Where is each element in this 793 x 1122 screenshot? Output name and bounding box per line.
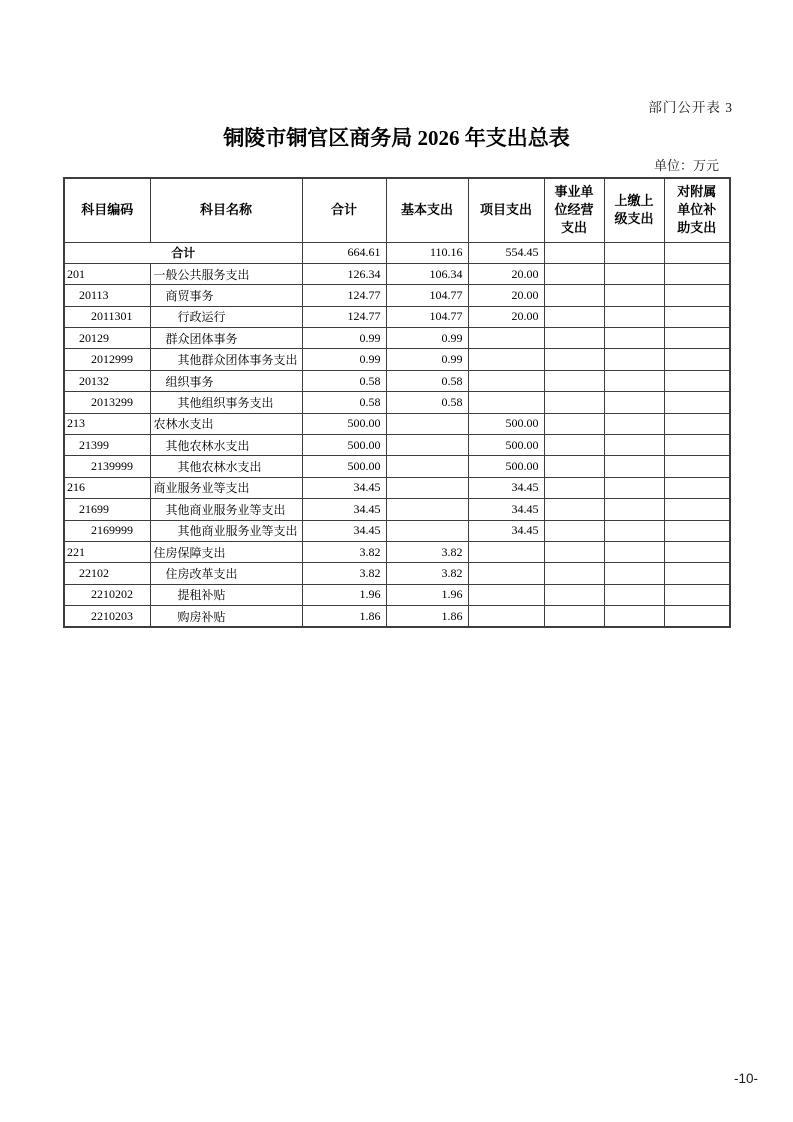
cell-total: 0.58 xyxy=(302,370,386,391)
cell-basic-expenditure xyxy=(386,456,468,477)
cell-business-operating-expenditure xyxy=(544,520,604,541)
cell-project-expenditure: 500.00 xyxy=(468,456,544,477)
cell-affiliate-subsidy xyxy=(664,349,730,370)
cell-basic-expenditure xyxy=(386,499,468,520)
cell-subject-name: 其他农林水支出 xyxy=(150,456,302,477)
cell-basic-expenditure: 1.86 xyxy=(386,606,468,627)
cell-total: 124.77 xyxy=(302,306,386,327)
cell-basic-expenditure: 104.77 xyxy=(386,306,468,327)
cell-affiliate-subsidy xyxy=(664,392,730,413)
cell-affiliate-subsidy xyxy=(664,263,730,284)
cell-basic-expenditure: 3.82 xyxy=(386,563,468,584)
cell-business-operating-expenditure xyxy=(544,285,604,306)
cell-affiliate-subsidy xyxy=(664,499,730,520)
cell-upper-level-payment xyxy=(604,306,664,327)
cell-total: 3.82 xyxy=(302,563,386,584)
table-row xyxy=(64,499,730,520)
cell-business-operating-expenditure xyxy=(544,370,604,391)
cell-subject-code: 2139999 xyxy=(64,456,150,477)
cell-affiliate-subsidy xyxy=(664,520,730,541)
cell-subject-name: 一般公共服务支出 xyxy=(150,263,302,284)
table-body xyxy=(64,242,730,627)
cell-subject-name: 农林水支出 xyxy=(150,413,302,434)
cell-subject-code: 20132 xyxy=(64,370,150,391)
cell-subject-code: 2210203 xyxy=(64,606,150,627)
cell-total: 34.45 xyxy=(302,499,386,520)
cell-affiliate-subsidy xyxy=(664,541,730,562)
cell-affiliate-subsidy xyxy=(664,563,730,584)
cell-subject-name: 群众团体事务 xyxy=(150,328,302,349)
cell-total: 0.58 xyxy=(302,392,386,413)
cell-business-operating-expenditure xyxy=(544,263,604,284)
cell-project-expenditure: 34.45 xyxy=(468,520,544,541)
column-header-basic-expenditure: 基本支出 xyxy=(386,178,468,242)
cell-subject-name: 其他商业服务业等支出 xyxy=(150,499,302,520)
column-header-upper-level-payment: 上缴上级支出 xyxy=(604,178,664,242)
cell-basic-expenditure xyxy=(386,435,468,456)
cell-subject-name: 商业服务业等支出 xyxy=(150,477,302,498)
cell-affiliate-subsidy xyxy=(664,285,730,306)
table-row xyxy=(64,285,730,306)
cell-total: 500.00 xyxy=(302,456,386,477)
cell-subject-code: 2013299 xyxy=(64,392,150,413)
cell-business-operating-expenditure xyxy=(544,328,604,349)
cell-upper-level-payment xyxy=(604,584,664,605)
cell-business-operating-expenditure xyxy=(544,413,604,434)
cell-upper-level-payment xyxy=(604,328,664,349)
cell-upper-level-payment xyxy=(604,285,664,306)
cell-basic-expenditure: 3.82 xyxy=(386,541,468,562)
cell-upper-level-payment xyxy=(604,370,664,391)
cell-total: 500.00 xyxy=(302,413,386,434)
cell-project-expenditure: 34.45 xyxy=(468,499,544,520)
cell-basic-expenditure xyxy=(386,477,468,498)
cell-total: 0.99 xyxy=(302,328,386,349)
cell-affiliate-subsidy xyxy=(664,584,730,605)
table-row xyxy=(64,584,730,605)
cell-business-operating-expenditure xyxy=(544,541,604,562)
cell-basic-expenditure: 1.96 xyxy=(386,584,468,605)
column-header-business-operating-expenditure: 事业单位经营支出 xyxy=(544,178,604,242)
cell-project-expenditure xyxy=(468,563,544,584)
cell-subject-code: 2169999 xyxy=(64,520,150,541)
cell-affiliate-subsidy xyxy=(664,477,730,498)
cell-subject-code: 2012999 xyxy=(64,349,150,370)
table-row xyxy=(64,456,730,477)
cell-upper-level-payment xyxy=(604,413,664,434)
cell-subject-code: 2011301 xyxy=(64,306,150,327)
cell-upper-level-payment xyxy=(604,563,664,584)
cell-subject-name: 其他商业服务业等支出 xyxy=(150,520,302,541)
cell-subject-name: 提租补贴 xyxy=(150,584,302,605)
cell-basic-expenditure: 104.77 xyxy=(386,285,468,306)
cell-subject-code: 201 xyxy=(64,263,150,284)
cell-upper-level-payment xyxy=(604,477,664,498)
column-header-subject-name: 科目名称 xyxy=(150,178,302,242)
cell-subject-name: 其他组织事务支出 xyxy=(150,392,302,413)
table-row xyxy=(64,263,730,284)
page-number: -10- xyxy=(733,1071,758,1086)
cell-project-expenditure: 20.00 xyxy=(468,285,544,306)
cell-basic-expenditure: 110.16 xyxy=(386,242,468,263)
cell-total: 34.45 xyxy=(302,477,386,498)
cell-affiliate-subsidy xyxy=(664,306,730,327)
cell-subject-name: 住房改革支出 xyxy=(150,563,302,584)
table-row xyxy=(64,435,730,456)
column-header-affiliate-subsidy: 对附属单位补助支出 xyxy=(664,178,730,242)
cell-upper-level-payment xyxy=(604,520,664,541)
cell-business-operating-expenditure xyxy=(544,456,604,477)
cell-basic-expenditure xyxy=(386,520,468,541)
cell-business-operating-expenditure xyxy=(544,563,604,584)
cell-subject-name: 行政运行 xyxy=(150,306,302,327)
cell-subject-code: 21699 xyxy=(64,499,150,520)
cell-subject-code: 2210202 xyxy=(64,584,150,605)
column-header-subject-code: 科目编码 xyxy=(64,178,150,242)
table-row xyxy=(64,392,730,413)
cell-upper-level-payment xyxy=(604,541,664,562)
cell-business-operating-expenditure xyxy=(544,435,604,456)
cell-project-expenditure: 20.00 xyxy=(468,263,544,284)
cell-subject-code: 20113 xyxy=(64,285,150,306)
table-row xyxy=(64,606,730,627)
cell-affiliate-subsidy xyxy=(664,328,730,349)
cell-subject-code: 22102 xyxy=(64,563,150,584)
cell-upper-level-payment xyxy=(604,349,664,370)
cell-total: 1.86 xyxy=(302,606,386,627)
cell-upper-level-payment xyxy=(604,456,664,477)
cell-upper-level-payment xyxy=(604,263,664,284)
cell-project-expenditure: 554.45 xyxy=(468,242,544,263)
cell-total: 0.99 xyxy=(302,349,386,370)
cell-basic-expenditure xyxy=(386,413,468,434)
cell-business-operating-expenditure xyxy=(544,306,604,327)
cell-subject-code: 216 xyxy=(64,477,150,498)
cell-project-expenditure xyxy=(468,541,544,562)
column-header-project-expenditure: 项目支出 xyxy=(468,178,544,242)
table-row xyxy=(64,520,730,541)
cell-project-expenditure xyxy=(468,392,544,413)
cell-subject-name: 商贸事务 xyxy=(150,285,302,306)
cell-subject-code: 213 xyxy=(64,413,150,434)
cell-subject-name: 组织事务 xyxy=(150,370,302,391)
table-row xyxy=(64,328,730,349)
column-header-total: 合计 xyxy=(302,178,386,242)
cell-subject-code: 221 xyxy=(64,541,150,562)
cell-total: 124.77 xyxy=(302,285,386,306)
cell-affiliate-subsidy xyxy=(664,242,730,263)
table-header xyxy=(64,178,730,242)
cell-total: 34.45 xyxy=(302,520,386,541)
table-row xyxy=(64,349,730,370)
cell-business-operating-expenditure xyxy=(544,392,604,413)
cell-upper-level-payment xyxy=(604,242,664,263)
cell-subject-name: 其他群众团体事务支出 xyxy=(150,349,302,370)
cell-project-expenditure xyxy=(468,584,544,605)
table-row xyxy=(64,477,730,498)
cell-project-expenditure xyxy=(468,606,544,627)
cell-project-expenditure xyxy=(468,370,544,391)
cell-upper-level-payment xyxy=(604,606,664,627)
cell-business-operating-expenditure xyxy=(544,349,604,370)
cell-business-operating-expenditure xyxy=(544,242,604,263)
doc-label: 部门公开表 3 xyxy=(648,100,733,115)
cell-affiliate-subsidy xyxy=(664,413,730,434)
page-title: 铜陵市铜官区商务局 2026 年支出总表 xyxy=(223,126,570,150)
cell-business-operating-expenditure xyxy=(544,499,604,520)
cell-total: 3.82 xyxy=(302,541,386,562)
cell-upper-level-payment xyxy=(604,499,664,520)
cell-business-operating-expenditure xyxy=(544,606,604,627)
header-row xyxy=(64,178,730,242)
cell-total: 1.96 xyxy=(302,584,386,605)
table-row xyxy=(64,413,730,434)
cell-subject-code: 21399 xyxy=(64,435,150,456)
cell-project-expenditure xyxy=(468,349,544,370)
cell-basic-expenditure: 106.34 xyxy=(386,263,468,284)
cell-project-expenditure: 34.45 xyxy=(468,477,544,498)
cell-subject-name: 其他农林水支出 xyxy=(150,435,302,456)
table-row xyxy=(64,306,730,327)
table-row xyxy=(64,541,730,562)
cell-business-operating-expenditure xyxy=(544,584,604,605)
cell-project-expenditure: 500.00 xyxy=(468,435,544,456)
cell-affiliate-subsidy xyxy=(664,456,730,477)
cell-basic-expenditure: 0.99 xyxy=(386,349,468,370)
unit-label: 单位：万元 xyxy=(653,158,719,173)
cell-total: 664.61 xyxy=(302,242,386,263)
cell-total: 500.00 xyxy=(302,435,386,456)
cell-total: 126.34 xyxy=(302,263,386,284)
cell-upper-level-payment xyxy=(604,435,664,456)
cell-project-expenditure: 500.00 xyxy=(468,413,544,434)
cell-project-expenditure: 20.00 xyxy=(468,306,544,327)
cell-subject-name: 购房补贴 xyxy=(150,606,302,627)
cell-affiliate-subsidy xyxy=(664,435,730,456)
cell-basic-expenditure: 0.99 xyxy=(386,328,468,349)
cell-upper-level-payment xyxy=(604,392,664,413)
table-row xyxy=(64,242,730,263)
cell-affiliate-subsidy xyxy=(664,370,730,391)
table-row xyxy=(64,370,730,391)
expenditure-table xyxy=(63,177,731,628)
cell-subject-name: 住房保障支出 xyxy=(150,541,302,562)
cell-subject-code: 20129 xyxy=(64,328,150,349)
table-row xyxy=(64,563,730,584)
cell-business-operating-expenditure xyxy=(544,477,604,498)
cell-project-expenditure xyxy=(468,328,544,349)
cell-summary-label: 合计 xyxy=(64,242,302,263)
cell-basic-expenditure: 0.58 xyxy=(386,370,468,391)
cell-basic-expenditure: 0.58 xyxy=(386,392,468,413)
cell-affiliate-subsidy xyxy=(664,606,730,627)
